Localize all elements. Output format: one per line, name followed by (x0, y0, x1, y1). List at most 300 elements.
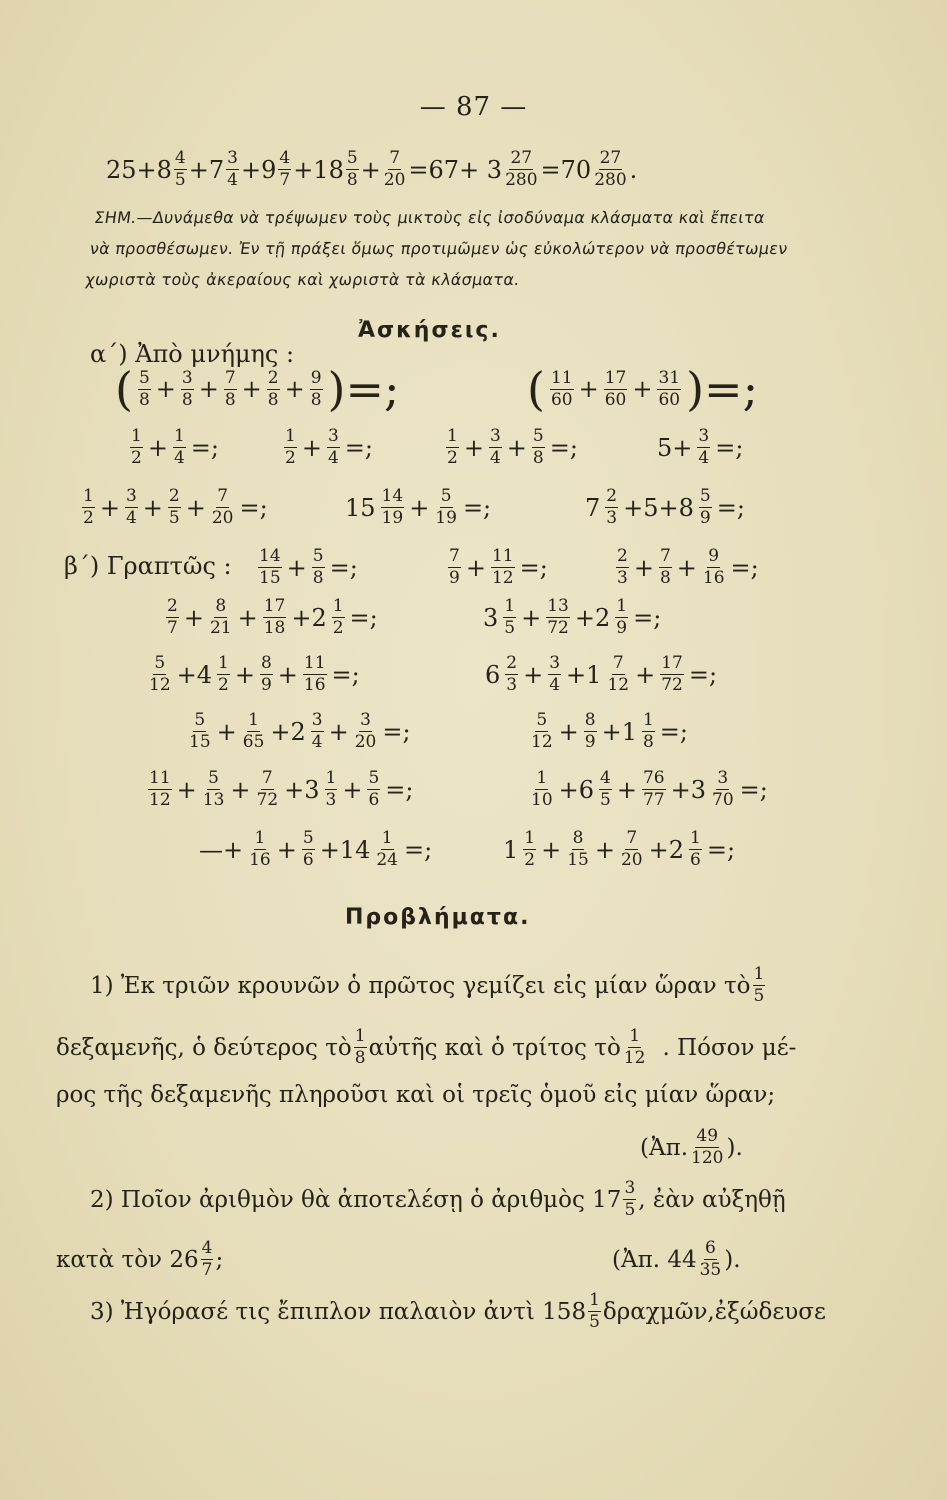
answer-text: (Ἀπ. (640, 1134, 689, 1161)
operator: + (286, 553, 307, 582)
answer-text: ). (724, 1246, 741, 1273)
operator: =; (329, 553, 358, 582)
numerator: 4 (174, 148, 186, 168)
operator: + (176, 775, 197, 804)
denominator: 2 (83, 508, 94, 528)
fraction (702, 548, 726, 587)
denominator: 10 (531, 790, 553, 810)
numerator: 4 (279, 148, 291, 168)
fraction (209, 598, 233, 637)
problem-2-line-1 (90, 1180, 786, 1219)
denominator: 8 (310, 389, 322, 410)
note (83, 202, 876, 295)
fraction (201, 1240, 214, 1279)
operator: + (594, 835, 615, 864)
numerator: 11 (491, 546, 514, 566)
operator: + (506, 433, 527, 462)
fraction (616, 548, 629, 587)
denominator: 21 (209, 618, 232, 638)
denominator: 72 (256, 790, 279, 810)
denominator: 5 (168, 508, 180, 528)
denominator: 12 (607, 675, 630, 695)
fraction (620, 830, 644, 869)
denominator: 8 (346, 170, 358, 190)
problem-text: . Πόσον μέ- (662, 1034, 797, 1061)
operator: =; (688, 660, 718, 689)
fraction (615, 598, 628, 637)
fraction (505, 655, 518, 694)
fraction (550, 367, 574, 410)
numerator: 4 (201, 1238, 213, 1258)
eq-text: + (360, 155, 381, 184)
exercise (186, 712, 414, 751)
note-line: νὰ προσθέσωμεν. Ἐν τῇ πράξει ὅμως προτιμῶμεν ὡς εὐκολώτερον νὰ προσθέτωμεν (88, 239, 789, 258)
denominator: 5 (624, 1200, 636, 1220)
denominator: 9 (584, 732, 596, 752)
fraction (224, 367, 237, 410)
denominator: 4 (327, 448, 339, 468)
exercise (112, 362, 403, 416)
operator: + (541, 835, 562, 864)
denominator: 2 (218, 675, 229, 695)
denominator: 20 (620, 850, 643, 870)
numerator: 1 (629, 1026, 641, 1046)
fraction (174, 150, 187, 189)
operator: =; (519, 553, 548, 582)
numerator: 7 (659, 546, 671, 566)
fraction (211, 488, 235, 527)
operator: + (147, 433, 168, 462)
operator: =; (239, 493, 268, 522)
denominator: 12 (531, 732, 553, 752)
fraction (381, 488, 405, 527)
numerator: 5 (194, 710, 206, 730)
denominator: 6 (368, 790, 380, 810)
operator: =; (715, 433, 744, 462)
fraction (354, 1028, 367, 1067)
denominator: 8 (267, 389, 279, 410)
fraction (699, 488, 712, 527)
denominator: 280 (505, 170, 538, 190)
fraction (267, 367, 280, 410)
numerator: 8 (572, 828, 584, 848)
numerator: 11 (550, 367, 573, 388)
fraction (657, 367, 681, 410)
operator: 3 (483, 603, 499, 632)
numerator: 31 (658, 367, 681, 388)
fraction (697, 428, 710, 467)
operator: +14 (319, 835, 371, 864)
operator: + (284, 375, 305, 403)
fraction (278, 150, 291, 189)
denominator: 120 (691, 1148, 724, 1168)
operator: +2 (648, 835, 684, 864)
fraction (546, 598, 570, 637)
denominator: 3 (506, 675, 518, 695)
operator: + (633, 553, 654, 582)
exercise (342, 488, 494, 527)
fraction (383, 150, 407, 189)
fraction (530, 712, 554, 751)
denominator: 4 (549, 675, 561, 695)
denominator: 5 (174, 170, 186, 190)
numerator: 2 (267, 367, 279, 388)
operator: 7 (585, 493, 601, 522)
fraction (248, 830, 272, 869)
numerator: 5 (302, 828, 314, 848)
denominator: 4 (489, 448, 501, 468)
numerator: 3 (227, 148, 238, 168)
fraction (325, 770, 338, 809)
problem-text: δεξαμενῆς, ὁ δεύτερος τὸ (56, 1034, 352, 1061)
problem-text: , ἐὰν αὐξηθῇ (638, 1186, 786, 1213)
numerator: 17 (263, 596, 286, 616)
denominator: 2 (131, 448, 142, 468)
fraction (181, 367, 194, 410)
operator: +5+8 (623, 493, 694, 522)
fraction (375, 830, 399, 869)
operator: 15 (345, 493, 376, 522)
eq-text: 25+8 (106, 155, 172, 184)
exercise (256, 548, 361, 587)
denominator: 9 (616, 618, 628, 638)
denominator: 9 (699, 508, 711, 528)
denominator: 13 (202, 790, 225, 810)
numerator: 1 (131, 426, 142, 446)
operator: +2 (270, 717, 306, 746)
denominator: 4 (173, 448, 185, 468)
denominator: 8 (312, 568, 324, 588)
numerator: 1 (332, 596, 344, 616)
operator: + (216, 717, 237, 746)
fraction (532, 428, 545, 467)
problem-text: κατὰ τὸν 26 (56, 1246, 199, 1273)
numerator: 1 (285, 426, 296, 446)
problem-1-line-1 (90, 966, 767, 1005)
operator: =; (716, 493, 745, 522)
exercises-heading: Ἀσκήσεις. (358, 318, 501, 343)
fraction (623, 1180, 636, 1219)
exercise (146, 655, 363, 694)
problem-2-line-2 (56, 1240, 223, 1279)
denominator: 12 (149, 790, 171, 810)
denominator: 19 (435, 508, 457, 528)
fraction (642, 770, 666, 809)
fraction (148, 655, 172, 694)
numerator: 17 (604, 367, 627, 388)
operator: =; (403, 835, 433, 864)
denominator: 8 (532, 448, 544, 468)
operator: + (463, 433, 484, 462)
parenthesis: )=; (327, 362, 400, 416)
problem-text: ρος τῆς δεξαμενῆς πληροῦσι καὶ οἱ τρεῖς ὁμοῦ εἰς μίαν ὥραν; (56, 1082, 776, 1108)
denominator: 2 (332, 618, 344, 638)
operator: =; (730, 553, 759, 582)
denominator: 20 (211, 508, 234, 528)
fraction (699, 1240, 723, 1279)
numerator: 76 (642, 768, 665, 788)
numerator: 1 (690, 828, 701, 848)
numerator: 11 (303, 653, 326, 673)
fraction (584, 712, 597, 751)
denominator: 8 (138, 389, 150, 410)
numerator: 3 (489, 426, 501, 446)
denominator: 7 (201, 1260, 213, 1280)
denominator: 7 (167, 618, 178, 638)
note-line: χωριστὰ τοὺς ἀκεραίους καὶ χωριστὰ τὰ κλάσματα. (84, 270, 522, 289)
operator: + (276, 835, 297, 864)
denominator: 16 (303, 675, 326, 695)
numerator: 14 (381, 486, 404, 506)
denominator: 12 (623, 1048, 646, 1068)
denominator: 3 (325, 790, 337, 810)
eq-text: . (629, 155, 638, 184)
numerator: 3 (327, 426, 339, 446)
problem-text: 1) Ἐκ τριῶν κρουνῶν ὁ πρῶτος γεμίζει εἰς μίαν ὥραν τὸ (90, 972, 751, 999)
fraction (489, 428, 502, 467)
exercise (164, 598, 381, 637)
fraction (125, 488, 138, 527)
exercise (500, 830, 738, 869)
denominator: 4 (311, 732, 323, 752)
operator: + (616, 775, 637, 804)
numerator: 1 (381, 828, 393, 848)
numerator: 5 (154, 653, 166, 673)
fraction (606, 655, 630, 694)
problem-text: 2) Ποῖον ἀριθμὸν θὰ ἀποτελέσῃ ὁ ἀριθμὸς 17 (90, 1186, 622, 1213)
exercise (524, 362, 761, 416)
operator: +1 (566, 660, 602, 689)
parenthesis: )=; (686, 362, 759, 416)
denominator: 5 (504, 618, 516, 638)
fraction (530, 770, 554, 809)
problem-1-line-3 (56, 1082, 775, 1108)
exercise (446, 548, 551, 587)
numerator: 27 (510, 148, 533, 168)
denominator: 6 (302, 850, 314, 870)
denominator: 5 (589, 1312, 600, 1332)
fraction (303, 655, 327, 694)
operator: +6 (558, 775, 595, 804)
numerator: 1 (218, 653, 229, 673)
problem-1-line-2 (56, 1028, 796, 1067)
operator: + (185, 493, 206, 522)
numerator: 7 (626, 828, 638, 848)
numerator: 6 (705, 1238, 716, 1258)
numerator: 1 (254, 828, 266, 848)
numerator: 1 (325, 768, 337, 788)
denominator: 15 (567, 850, 589, 870)
fraction (623, 1028, 647, 1067)
fraction (166, 598, 179, 637)
exercise (128, 428, 222, 467)
fraction (367, 770, 380, 809)
denominator: 3 (617, 568, 628, 588)
operator: + (237, 603, 258, 632)
fraction (332, 598, 345, 637)
denominator: 24 (376, 850, 398, 870)
numerator: 1 (248, 710, 259, 730)
operator: + (676, 553, 697, 582)
exercise (528, 770, 771, 809)
operator: —+ (199, 835, 244, 864)
denominator: 9 (260, 675, 272, 695)
fraction (588, 1292, 601, 1331)
numerator: 5 (699, 486, 711, 506)
numerator: 5 (532, 426, 544, 446)
operator: +2 (574, 603, 611, 632)
denominator: 2 (524, 850, 536, 870)
fraction (327, 428, 340, 467)
operator: =; (344, 433, 373, 462)
exercise (80, 488, 271, 527)
numerator: 8 (584, 710, 596, 730)
numerator: 7 (224, 367, 236, 388)
problem-3-line-1 (90, 1292, 826, 1331)
numerator: 1 (83, 486, 94, 506)
fraction (605, 488, 618, 527)
numerator: 3 (717, 768, 729, 788)
numerator: 17 (661, 653, 683, 673)
numerator: 2 (606, 486, 618, 506)
numerator: 1 (354, 1026, 366, 1046)
numerator: 13 (547, 596, 569, 616)
denominator: 6 (690, 850, 701, 870)
fraction (690, 1128, 724, 1167)
numerator: 9 (708, 546, 720, 566)
fraction (593, 150, 627, 189)
operator: =; (659, 717, 688, 746)
fraction (354, 712, 378, 751)
denominator: 280 (594, 170, 627, 190)
fraction (258, 548, 282, 587)
exercise (146, 770, 417, 809)
denominator: 60 (550, 389, 573, 410)
operator: =; (549, 433, 578, 462)
numerator: 5 (440, 486, 452, 506)
fraction (82, 488, 95, 527)
denominator: 19 (381, 508, 404, 528)
operator: + (241, 375, 262, 403)
operator: + (142, 493, 163, 522)
denominator: 8 (181, 389, 193, 410)
numerator: 27 (599, 148, 622, 168)
numerator: 1 (524, 828, 536, 848)
problem-text: 3) Ἠγόρασέ τις ἔπιπλον παλαιὸν ἀντὶ 158 (90, 1298, 587, 1325)
numerator: 3 (125, 486, 137, 506)
fraction (260, 655, 273, 694)
denominator: 16 (249, 850, 271, 870)
numerator: 14 (259, 546, 281, 566)
denominator: 35 (699, 1260, 722, 1280)
denominator: 60 (604, 389, 627, 410)
denominator: 72 (661, 675, 683, 695)
fraction (284, 428, 297, 467)
fraction (202, 770, 226, 809)
denominator: 20 (383, 170, 406, 190)
section-label: β΄) Γραπτῶς : (64, 552, 232, 580)
numerator: 1 (642, 710, 654, 730)
note-line: ΣΗΜ.—Δυνάμεθα νὰ τρέψωμεν τοὺς μικτοὺς εἰς ἰσοδύναμα κλάσματα καὶ ἔπειτα (93, 208, 767, 227)
numerator: 1 (504, 596, 516, 616)
numerator: 3 (549, 653, 561, 673)
eq-text: =67+ 3 (408, 155, 503, 184)
fraction (504, 150, 538, 189)
denominator: 12 (149, 675, 171, 695)
numerator: 1 (589, 1290, 600, 1310)
operator: + (578, 375, 599, 403)
answer-text: (Ἀπ. 44 (612, 1246, 697, 1273)
page-number: — 87 — (419, 92, 528, 122)
fraction (302, 830, 315, 869)
operator: + (558, 717, 579, 746)
exercise (196, 830, 435, 869)
operator: =; (706, 835, 736, 864)
fraction (226, 150, 239, 189)
fraction (173, 428, 186, 467)
fraction (217, 655, 230, 694)
numerator: 7 (449, 546, 460, 566)
denominator: 77 (642, 790, 665, 810)
numerator: 2 (506, 653, 518, 673)
denominator: 8 (224, 389, 236, 410)
fraction (599, 770, 612, 809)
numerator: 5 (208, 768, 219, 788)
numerator: 5 (368, 768, 380, 788)
eq-text: +7 (188, 155, 225, 184)
exercise (480, 598, 664, 637)
numerator: 8 (215, 596, 227, 616)
denominator: 8 (659, 568, 671, 588)
operator: + (155, 375, 176, 403)
numerator: 1 (616, 596, 628, 616)
operator: 6 (485, 660, 501, 689)
denominator: 4 (125, 508, 137, 528)
problem-2-answer (612, 1240, 741, 1279)
parenthesis: ( (527, 362, 545, 416)
fraction (168, 488, 181, 527)
numerator: 1 (173, 426, 185, 446)
fraction (130, 428, 143, 467)
fraction (346, 150, 359, 189)
operator: =; (331, 660, 360, 689)
operator: +3 (670, 775, 706, 804)
fraction (312, 548, 325, 587)
operator: =; (739, 775, 768, 804)
numerator: 49 (696, 1126, 719, 1146)
operator: +4 (176, 660, 213, 689)
denominator: 15 (259, 568, 281, 588)
fraction (148, 770, 172, 809)
denominator: 5 (600, 790, 611, 810)
fraction (566, 830, 590, 869)
operator: +3 (284, 775, 320, 804)
fraction (446, 428, 459, 467)
numerator: 3 (624, 1178, 636, 1198)
section-label: α΄) Ἀπὸ μνήμης : (90, 340, 295, 368)
fraction (434, 488, 458, 527)
numerator: 1 (536, 768, 548, 788)
numerator: 3 (698, 426, 710, 446)
denominator: 2 (447, 448, 458, 468)
problems-heading: Προβλήματα. (345, 905, 531, 930)
fraction (242, 712, 266, 751)
fraction (523, 830, 536, 869)
exercise (444, 428, 581, 467)
numerator: 1 (447, 426, 458, 446)
operator: + (409, 493, 430, 522)
exercise (528, 712, 691, 751)
